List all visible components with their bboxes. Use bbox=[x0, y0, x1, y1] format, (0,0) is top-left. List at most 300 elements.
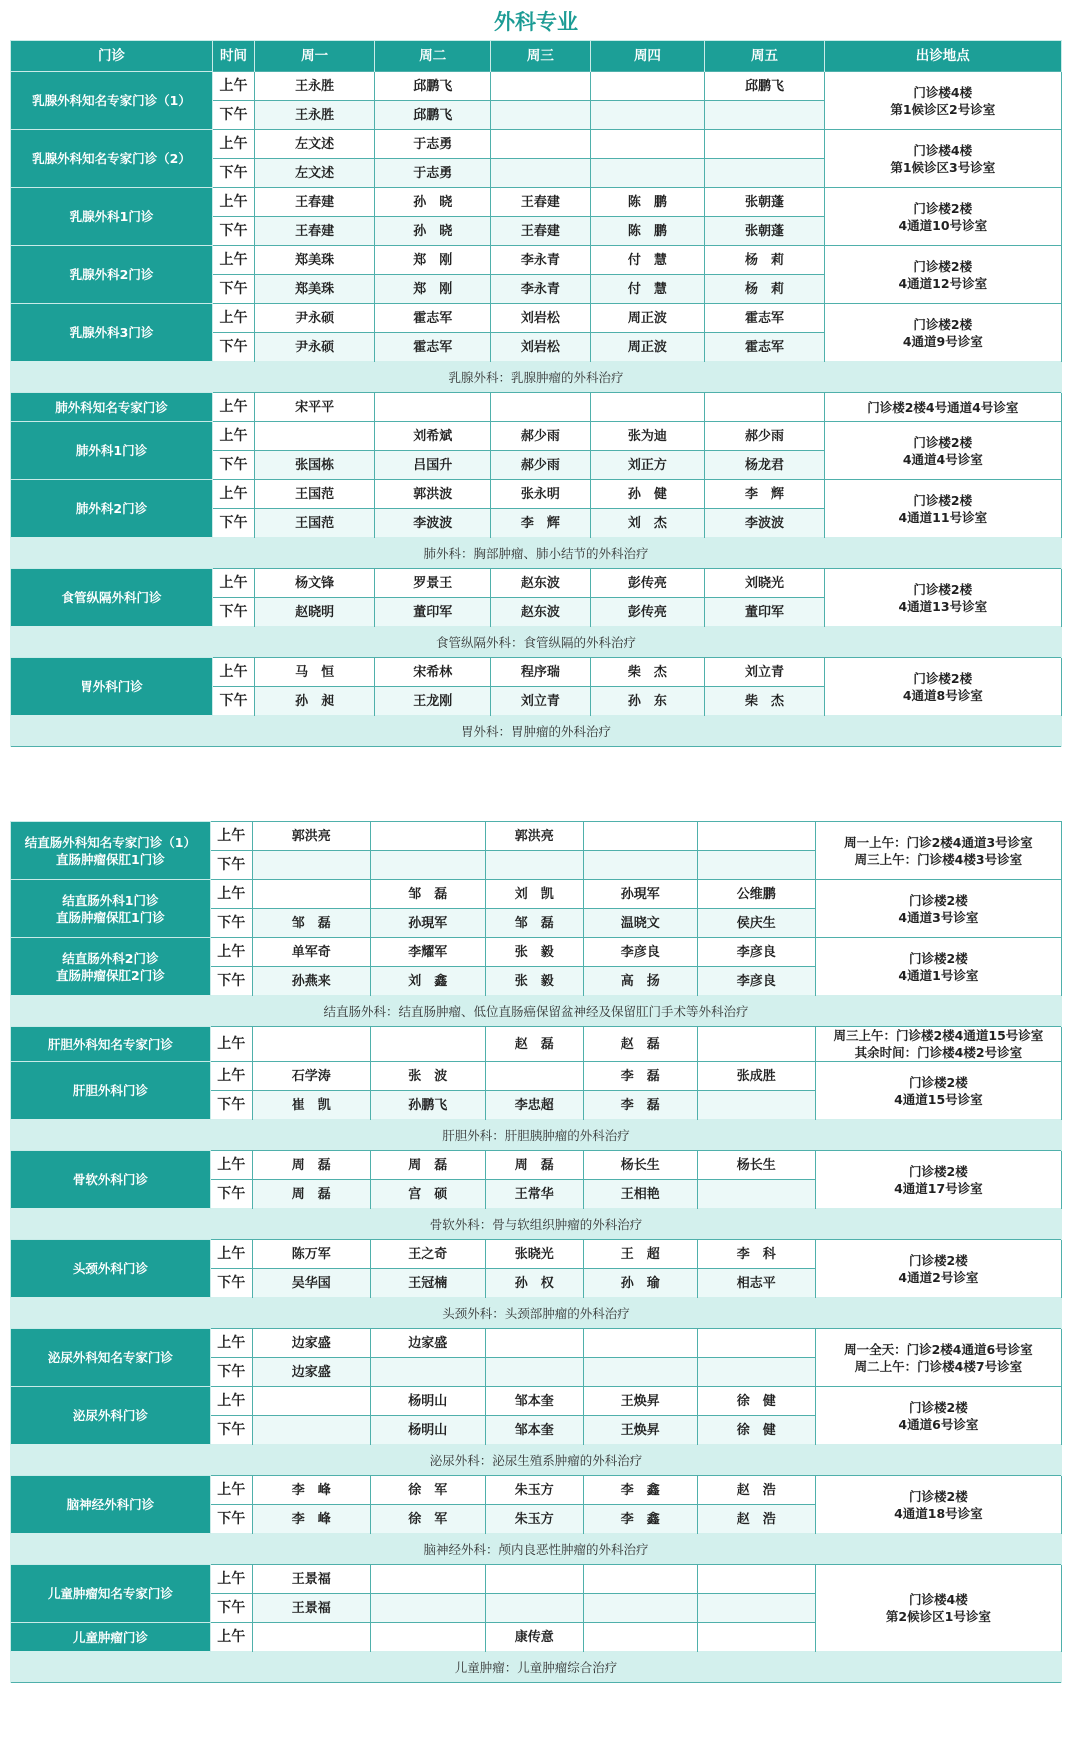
doctor-cell: 李忠超 bbox=[485, 1091, 583, 1120]
doctor-cell: 郑 刚 bbox=[375, 275, 491, 304]
location-cell: 门诊楼2楼 4通道1号诊室 bbox=[815, 938, 1061, 996]
time-cell: 上午 bbox=[213, 569, 255, 598]
doctor-cell bbox=[370, 1358, 485, 1387]
doctor-cell: 郭洪亮 bbox=[485, 822, 583, 851]
doctor-cell: 董印军 bbox=[375, 598, 491, 627]
doctor-cell: 孙 健 bbox=[590, 480, 705, 509]
time-cell: 上午 bbox=[213, 393, 255, 422]
department-cell: 泌尿外科门诊 bbox=[11, 1387, 211, 1445]
doctor-cell bbox=[485, 1329, 583, 1358]
doctor-cell: 李 辉 bbox=[705, 480, 824, 509]
doctor-cell: 宫 硕 bbox=[370, 1180, 485, 1209]
doctor-cell: 邱鹏飞 bbox=[375, 72, 491, 101]
doctor-cell: 高 扬 bbox=[583, 967, 697, 996]
time-cell: 上午 bbox=[213, 422, 255, 451]
doctor-cell bbox=[590, 393, 705, 422]
header-row bbox=[11, 41, 1062, 72]
doctor-cell bbox=[705, 101, 824, 130]
doctor-cell: 宋希林 bbox=[375, 658, 491, 687]
doctor-cell: 朱玉方 bbox=[485, 1476, 583, 1505]
schedule-row bbox=[11, 72, 1062, 101]
department-note: 脑神经外科：颅内良恶性肿瘤的外科治疗 bbox=[11, 1534, 1062, 1565]
doctor-cell: 罗景王 bbox=[375, 569, 491, 598]
note-row bbox=[11, 1298, 1062, 1329]
doctor-cell: 王常华 bbox=[485, 1180, 583, 1209]
doctor-cell bbox=[697, 822, 815, 851]
doctor-cell: 赵 浩 bbox=[697, 1505, 815, 1534]
doctor-cell: 付 慧 bbox=[590, 275, 705, 304]
doctor-cell: 李彦良 bbox=[583, 938, 697, 967]
doctor-cell: 陈 鹏 bbox=[590, 188, 705, 217]
doctor-cell: 公维鹏 bbox=[697, 880, 815, 909]
doctor-cell: 李彦良 bbox=[697, 938, 815, 967]
doctor-cell: 刘立青 bbox=[705, 658, 824, 687]
doctor-cell: 边家盛 bbox=[252, 1329, 370, 1358]
doctor-cell: 李 峰 bbox=[252, 1505, 370, 1534]
header-cell: 周四 bbox=[590, 41, 705, 72]
time-cell: 上午 bbox=[210, 1623, 252, 1652]
doctor-cell: 朱玉方 bbox=[485, 1505, 583, 1534]
doctor-cell: 程序瑞 bbox=[491, 658, 590, 687]
doctor-cell: 张 毅 bbox=[485, 967, 583, 996]
doctor-cell: 郑美珠 bbox=[254, 275, 374, 304]
page-title: 外科专业 bbox=[494, 9, 578, 34]
time-cell: 下午 bbox=[210, 1505, 252, 1534]
doctor-cell bbox=[491, 101, 590, 130]
doctor-cell: 王之奇 bbox=[370, 1240, 485, 1269]
doctor-cell bbox=[254, 422, 374, 451]
doctor-cell: 郝少雨 bbox=[491, 451, 590, 480]
doctor-cell bbox=[583, 1358, 697, 1387]
department-cell: 乳腺外科1门诊 bbox=[11, 188, 213, 246]
doctor-cell: 刘晓光 bbox=[705, 569, 824, 598]
doctor-cell: 陈万军 bbox=[252, 1240, 370, 1269]
department-note: 肝胆外科：肝胆胰肿瘤的外科治疗 bbox=[11, 1120, 1062, 1151]
location-cell: 门诊楼2楼 4通道15号诊室 bbox=[815, 1062, 1061, 1120]
doctor-cell: 邹本奎 bbox=[485, 1387, 583, 1416]
doctor-cell: 霍志军 bbox=[375, 333, 491, 362]
doctor-cell: 霍志军 bbox=[375, 304, 491, 333]
doctor-cell: 邹 磊 bbox=[252, 909, 370, 938]
time-cell: 上午 bbox=[210, 938, 252, 967]
doctor-cell: 杨文锋 bbox=[254, 569, 374, 598]
doctor-cell: 杨龙君 bbox=[705, 451, 824, 480]
department-cell: 脑神经外科门诊 bbox=[11, 1476, 211, 1534]
doctor-cell: 郝少雨 bbox=[491, 422, 590, 451]
doctor-cell: 刘岩松 bbox=[491, 304, 590, 333]
doctor-cell: 付 慧 bbox=[590, 246, 705, 275]
doctor-cell bbox=[485, 1062, 583, 1091]
doctor-cell: 王景福 bbox=[252, 1594, 370, 1623]
schedule-row bbox=[11, 1062, 1062, 1091]
doctor-cell bbox=[485, 1358, 583, 1387]
time-cell: 下午 bbox=[213, 159, 255, 188]
department-cell: 肝胆外科门诊 bbox=[11, 1062, 211, 1120]
schedule-table bbox=[10, 821, 1062, 1683]
doctor-cell bbox=[370, 822, 485, 851]
doctor-cell: 王春建 bbox=[254, 217, 374, 246]
doctor-cell: 刘正方 bbox=[590, 451, 705, 480]
doctor-cell: 刘立青 bbox=[491, 687, 590, 716]
doctor-cell: 孙 昶 bbox=[254, 687, 374, 716]
time-cell: 下午 bbox=[210, 967, 252, 996]
doctor-cell bbox=[590, 130, 705, 159]
doctor-cell: 赵 磊 bbox=[583, 1027, 697, 1062]
location-cell: 门诊楼4楼 第1候诊区2号诊室 bbox=[824, 72, 1061, 130]
doctor-cell: 周正波 bbox=[590, 333, 705, 362]
doctor-cell: 孙鹏飞 bbox=[370, 1091, 485, 1120]
doctor-cell bbox=[252, 1416, 370, 1445]
time-cell: 上午 bbox=[210, 1476, 252, 1505]
doctor-cell: 王永胜 bbox=[254, 101, 374, 130]
department-note: 骨软外科：骨与软组织肿瘤的外科治疗 bbox=[11, 1209, 1062, 1240]
schedule-row bbox=[11, 422, 1062, 451]
doctor-cell: 边家盛 bbox=[370, 1329, 485, 1358]
department-cell: 儿童肿瘤门诊 bbox=[11, 1623, 211, 1652]
doctor-cell: 尹永硕 bbox=[254, 304, 374, 333]
doctor-cell bbox=[590, 101, 705, 130]
schedule-row bbox=[11, 938, 1062, 967]
department-note: 乳腺外科：乳腺肿瘤的外科治疗 bbox=[11, 362, 1062, 393]
note-row bbox=[11, 1534, 1062, 1565]
doctor-cell: 霍志军 bbox=[705, 304, 824, 333]
doctor-cell: 宋平平 bbox=[254, 393, 374, 422]
department-cell: 胃外科门诊 bbox=[11, 658, 213, 716]
department-cell: 结直肠外科知名专家门诊（1） 直肠肿瘤保肛1门诊 bbox=[11, 822, 211, 880]
doctor-cell: 刘 杰 bbox=[590, 509, 705, 538]
doctor-cell: 柴 杰 bbox=[705, 687, 824, 716]
department-cell: 乳腺外科2门诊 bbox=[11, 246, 213, 304]
doctor-cell bbox=[370, 1027, 485, 1062]
time-cell: 下午 bbox=[210, 1269, 252, 1298]
doctor-cell: 崔 凯 bbox=[252, 1091, 370, 1120]
doctor-cell: 赵 磊 bbox=[485, 1027, 583, 1062]
doctor-cell: 刘 凯 bbox=[485, 880, 583, 909]
doctor-cell: 于志勇 bbox=[375, 130, 491, 159]
time-cell: 上午 bbox=[213, 304, 255, 333]
location-cell: 门诊楼2楼 4通道18号诊室 bbox=[815, 1476, 1061, 1534]
doctor-cell bbox=[375, 393, 491, 422]
schedule-row bbox=[11, 1027, 1062, 1062]
schedule-row bbox=[11, 1240, 1062, 1269]
doctor-cell: 孙 东 bbox=[590, 687, 705, 716]
doctor-cell: 邹本奎 bbox=[485, 1416, 583, 1445]
doctor-cell bbox=[697, 1329, 815, 1358]
doctor-cell: 邱鹏飞 bbox=[375, 101, 491, 130]
doctor-cell bbox=[583, 1594, 697, 1623]
doctor-cell bbox=[697, 1594, 815, 1623]
time-cell: 下午 bbox=[213, 598, 255, 627]
doctor-cell bbox=[485, 1565, 583, 1594]
doctor-cell bbox=[252, 851, 370, 880]
doctor-cell: 周 磊 bbox=[485, 1151, 583, 1180]
location-cell: 门诊楼2楼 4通道9号诊室 bbox=[824, 304, 1061, 362]
time-cell: 下午 bbox=[213, 333, 255, 362]
doctor-cell: 张成胜 bbox=[697, 1062, 815, 1091]
note-row bbox=[11, 538, 1062, 569]
department-cell: 泌尿外科知名专家门诊 bbox=[11, 1329, 211, 1387]
doctor-cell: 郝少雨 bbox=[705, 422, 824, 451]
doctor-cell: 杨明山 bbox=[370, 1387, 485, 1416]
department-note: 儿童肿瘤：儿童肿瘤综合治疗 bbox=[11, 1652, 1062, 1683]
doctor-cell: 陈 鹏 bbox=[590, 217, 705, 246]
location-cell: 门诊楼2楼 4通道3号诊室 bbox=[815, 880, 1061, 938]
department-cell: 肝胆外科知名专家门诊 bbox=[11, 1027, 211, 1062]
department-cell: 骨软外科门诊 bbox=[11, 1151, 211, 1209]
department-cell: 肺外科知名专家门诊 bbox=[11, 393, 213, 422]
doctor-cell: 张国栋 bbox=[254, 451, 374, 480]
doctor-cell: 孙燕来 bbox=[252, 967, 370, 996]
doctor-cell bbox=[370, 1594, 485, 1623]
doctor-cell: 李波波 bbox=[705, 509, 824, 538]
location-cell: 门诊楼4楼 第2候诊区1号诊室 bbox=[815, 1565, 1061, 1652]
doctor-cell: 杨长生 bbox=[583, 1151, 697, 1180]
location-cell: 门诊楼2楼 4通道8号诊室 bbox=[824, 658, 1061, 716]
doctor-cell: 李永青 bbox=[491, 275, 590, 304]
time-cell: 下午 bbox=[213, 451, 255, 480]
doctor-cell: 徐 军 bbox=[370, 1505, 485, 1534]
schedule-row bbox=[11, 1329, 1062, 1358]
doctor-cell: 王焕昇 bbox=[583, 1387, 697, 1416]
department-cell: 结直肠外科2门诊 直肠肿瘤保肛2门诊 bbox=[11, 938, 211, 996]
schedule-row bbox=[11, 393, 1062, 422]
doctor-cell: 郑美珠 bbox=[254, 246, 374, 275]
doctor-cell: 吴华国 bbox=[252, 1269, 370, 1298]
time-cell: 上午 bbox=[213, 188, 255, 217]
department-cell: 儿童肿瘤知名专家门诊 bbox=[11, 1565, 211, 1623]
doctor-cell: 王春建 bbox=[491, 188, 590, 217]
note-row bbox=[11, 716, 1062, 747]
doctor-cell: 徐 健 bbox=[697, 1387, 815, 1416]
doctor-cell: 孙 晓 bbox=[375, 217, 491, 246]
note-row bbox=[11, 362, 1062, 393]
doctor-cell: 孙 权 bbox=[485, 1269, 583, 1298]
doctor-cell: 刘希斌 bbox=[375, 422, 491, 451]
doctor-cell: 赵东波 bbox=[491, 598, 590, 627]
doctor-cell: 王焕昇 bbox=[583, 1416, 697, 1445]
doctor-cell: 孙現军 bbox=[583, 880, 697, 909]
doctor-cell: 王春建 bbox=[491, 217, 590, 246]
time-cell: 上午 bbox=[210, 1027, 252, 1062]
schedule-row bbox=[11, 1476, 1062, 1505]
location-cell: 门诊楼2楼 4通道11号诊室 bbox=[824, 480, 1061, 538]
doctor-cell bbox=[697, 851, 815, 880]
doctor-cell: 李耀军 bbox=[370, 938, 485, 967]
time-cell: 下午 bbox=[213, 275, 255, 304]
location-cell: 门诊楼2楼 4通道2号诊室 bbox=[815, 1240, 1061, 1298]
department-note: 头颈外科：头颈部肿瘤的外科治疗 bbox=[11, 1298, 1062, 1329]
department-cell: 食管纵隔外科门诊 bbox=[11, 569, 213, 627]
doctor-cell: 周 磊 bbox=[252, 1151, 370, 1180]
schedule-row bbox=[11, 569, 1062, 598]
doctor-cell: 李波波 bbox=[375, 509, 491, 538]
schedule-table-part-1 bbox=[10, 40, 1062, 747]
doctor-cell: 李 鑫 bbox=[583, 1476, 697, 1505]
time-cell: 上午 bbox=[210, 1240, 252, 1269]
doctor-cell: 孙 瑜 bbox=[583, 1269, 697, 1298]
department-note: 食管纵隔外科：食管纵隔的外科治疗 bbox=[11, 627, 1062, 658]
doctor-cell: 王永胜 bbox=[254, 72, 374, 101]
doctor-cell: 王国范 bbox=[254, 480, 374, 509]
doctor-cell: 王 超 bbox=[583, 1240, 697, 1269]
department-cell: 结直肠外科1门诊 直肠肿瘤保肛1门诊 bbox=[11, 880, 211, 938]
time-cell: 下午 bbox=[210, 1180, 252, 1209]
doctor-cell: 孙現军 bbox=[370, 909, 485, 938]
doctor-cell bbox=[583, 1329, 697, 1358]
doctor-cell bbox=[370, 1565, 485, 1594]
time-cell: 上午 bbox=[210, 1565, 252, 1594]
doctor-cell: 康传意 bbox=[485, 1623, 583, 1652]
doctor-cell bbox=[491, 130, 590, 159]
doctor-cell: 彭传亮 bbox=[590, 569, 705, 598]
time-cell: 上午 bbox=[213, 480, 255, 509]
doctor-cell: 李 科 bbox=[697, 1240, 815, 1269]
doctor-cell: 周 磊 bbox=[370, 1151, 485, 1180]
doctor-cell: 杨 莉 bbox=[705, 246, 824, 275]
schedule-row bbox=[11, 880, 1062, 909]
doctor-cell: 杨长生 bbox=[697, 1151, 815, 1180]
department-note: 胃外科：胃肿瘤的外科治疗 bbox=[11, 716, 1062, 747]
time-cell: 下午 bbox=[210, 1358, 252, 1387]
doctor-cell: 郭洪亮 bbox=[252, 822, 370, 851]
doctor-cell bbox=[252, 1027, 370, 1062]
doctor-cell: 尹永硕 bbox=[254, 333, 374, 362]
time-cell: 上午 bbox=[210, 1151, 252, 1180]
doctor-cell: 邹 磊 bbox=[485, 909, 583, 938]
doctor-cell bbox=[705, 393, 824, 422]
doctor-cell bbox=[697, 1027, 815, 1062]
doctor-cell: 郭洪波 bbox=[375, 480, 491, 509]
department-cell: 乳腺外科知名专家门诊（1） bbox=[11, 72, 213, 130]
doctor-cell: 张为迪 bbox=[590, 422, 705, 451]
time-cell: 上午 bbox=[210, 880, 252, 909]
schedule-row bbox=[11, 822, 1062, 851]
schedule-table-part-2 bbox=[10, 821, 1062, 1683]
time-cell: 下午 bbox=[210, 1416, 252, 1445]
time-cell: 下午 bbox=[213, 217, 255, 246]
time-cell: 下午 bbox=[210, 851, 252, 880]
doctor-cell: 于志勇 bbox=[375, 159, 491, 188]
doctor-cell: 徐 军 bbox=[370, 1476, 485, 1505]
doctor-cell bbox=[370, 1623, 485, 1652]
schedule-row bbox=[11, 658, 1062, 687]
schedule-row bbox=[11, 1565, 1062, 1594]
doctor-cell: 赵 浩 bbox=[697, 1476, 815, 1505]
doctor-cell: 张永明 bbox=[491, 480, 590, 509]
doctor-cell: 左文述 bbox=[254, 130, 374, 159]
doctor-cell: 王冠楠 bbox=[370, 1269, 485, 1298]
time-cell: 上午 bbox=[213, 130, 255, 159]
department-cell: 肺外科1门诊 bbox=[11, 422, 213, 480]
time-cell: 上午 bbox=[213, 72, 255, 101]
location-cell: 门诊楼2楼 4通道6号诊室 bbox=[815, 1387, 1061, 1445]
doctor-cell: 邱鹏飞 bbox=[705, 72, 824, 101]
header-cell: 周五 bbox=[705, 41, 824, 72]
doctor-cell: 孙 晓 bbox=[375, 188, 491, 217]
doctor-cell: 杨 莉 bbox=[705, 275, 824, 304]
header-cell: 门诊 bbox=[11, 41, 213, 72]
doctor-cell: 彭传亮 bbox=[590, 598, 705, 627]
department-note: 泌尿外科：泌尿生殖系肿瘤的外科治疗 bbox=[11, 1445, 1062, 1476]
doctor-cell: 温晓文 bbox=[583, 909, 697, 938]
schedule-row bbox=[11, 480, 1062, 509]
doctor-cell: 李 峰 bbox=[252, 1476, 370, 1505]
doctor-cell: 刘 鑫 bbox=[370, 967, 485, 996]
schedule-row bbox=[11, 188, 1062, 217]
doctor-cell: 单军奇 bbox=[252, 938, 370, 967]
doctor-cell: 李 辉 bbox=[491, 509, 590, 538]
doctor-cell: 赵晓明 bbox=[254, 598, 374, 627]
doctor-cell bbox=[697, 1565, 815, 1594]
schedule-row bbox=[11, 246, 1062, 275]
doctor-cell bbox=[252, 1387, 370, 1416]
location-cell: 门诊楼2楼 4通道12号诊室 bbox=[824, 246, 1061, 304]
note-row bbox=[11, 1652, 1062, 1683]
doctor-cell: 董印军 bbox=[705, 598, 824, 627]
doctor-cell bbox=[705, 130, 824, 159]
doctor-cell: 张朝蓬 bbox=[705, 217, 824, 246]
doctor-cell bbox=[583, 1623, 697, 1652]
location-cell: 门诊楼2楼 4通道4号诊室 bbox=[824, 422, 1061, 480]
note-row bbox=[11, 627, 1062, 658]
location-cell: 门诊楼2楼 4通道17号诊室 bbox=[815, 1151, 1061, 1209]
department-cell: 肺外科2门诊 bbox=[11, 480, 213, 538]
doctor-cell bbox=[705, 159, 824, 188]
doctor-cell bbox=[590, 159, 705, 188]
doctor-cell: 徐 健 bbox=[697, 1416, 815, 1445]
schedule-row bbox=[11, 1151, 1062, 1180]
doctor-cell: 赵东波 bbox=[491, 569, 590, 598]
doctor-cell: 侯庆生 bbox=[697, 909, 815, 938]
doctor-cell: 石学涛 bbox=[252, 1062, 370, 1091]
header-cell: 周三 bbox=[491, 41, 590, 72]
doctor-cell bbox=[252, 880, 370, 909]
schedule-table bbox=[10, 40, 1062, 747]
doctor-cell: 王景福 bbox=[252, 1565, 370, 1594]
doctor-cell: 王相艳 bbox=[583, 1180, 697, 1209]
doctor-cell bbox=[583, 822, 697, 851]
doctor-cell: 刘岩松 bbox=[491, 333, 590, 362]
time-cell: 上午 bbox=[210, 1329, 252, 1358]
doctor-cell: 李 磊 bbox=[583, 1091, 697, 1120]
doctor-cell bbox=[485, 1594, 583, 1623]
location-cell: 门诊楼2楼4号通道4号诊室 bbox=[824, 393, 1061, 422]
doctor-cell bbox=[491, 393, 590, 422]
doctor-cell bbox=[491, 72, 590, 101]
doctor-cell bbox=[697, 1180, 815, 1209]
location-cell: 门诊楼2楼 4通道10号诊室 bbox=[824, 188, 1061, 246]
doctor-cell: 邹 磊 bbox=[370, 880, 485, 909]
doctor-cell: 张朝蓬 bbox=[705, 188, 824, 217]
doctor-cell: 王国范 bbox=[254, 509, 374, 538]
department-cell: 乳腺外科知名专家门诊（2） bbox=[11, 130, 213, 188]
note-row bbox=[11, 996, 1062, 1027]
department-note: 结直肠外科：结直肠肿瘤、低位直肠癌保留盆神经及保留肛门手术等外科治疗 bbox=[11, 996, 1062, 1027]
doctor-cell bbox=[485, 851, 583, 880]
schedule-row bbox=[11, 130, 1062, 159]
time-cell: 上午 bbox=[213, 246, 255, 275]
doctor-cell: 左文述 bbox=[254, 159, 374, 188]
doctor-cell bbox=[590, 72, 705, 101]
doctor-cell bbox=[491, 159, 590, 188]
doctor-cell: 周 磊 bbox=[252, 1180, 370, 1209]
doctor-cell: 柴 杰 bbox=[590, 658, 705, 687]
doctor-cell bbox=[697, 1623, 815, 1652]
time-cell: 下午 bbox=[213, 101, 255, 130]
note-row bbox=[11, 1209, 1062, 1240]
doctor-cell: 马 恒 bbox=[254, 658, 374, 687]
doctor-cell: 李彦良 bbox=[697, 967, 815, 996]
